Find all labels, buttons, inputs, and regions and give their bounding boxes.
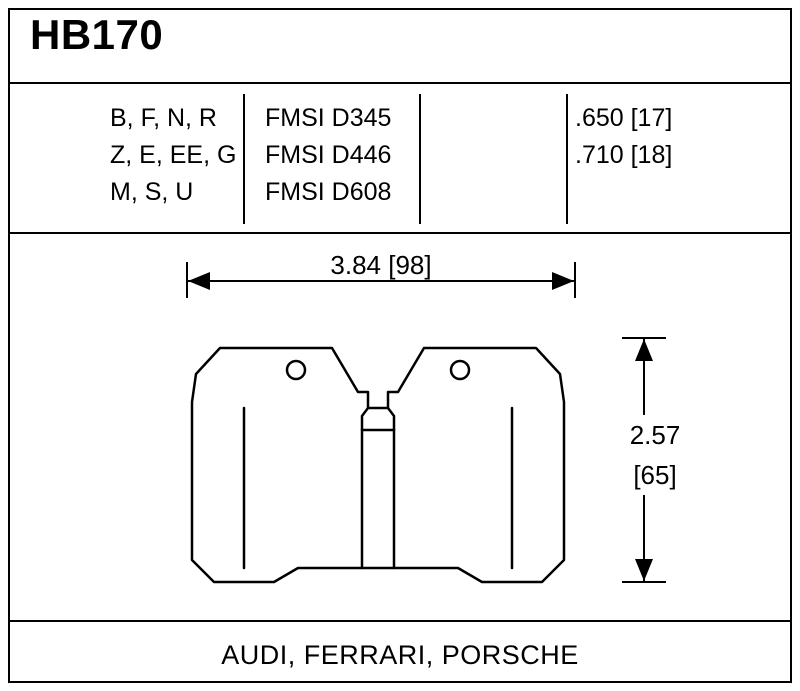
- fmsi-row-1: FMSI D345: [265, 104, 392, 132]
- width-dimension-label: 3.84 [98]: [316, 250, 445, 280]
- part-number: HB170: [30, 11, 164, 58]
- divider-middle: [10, 232, 790, 234]
- fmsi-row-2: FMSI D446: [265, 141, 392, 169]
- brake-pad-outline-drawing: [182, 330, 582, 595]
- thickness-row-2: .710 [18]: [575, 141, 673, 169]
- height-dimension-label-inches: 2.57: [629, 420, 681, 450]
- arrow-up-icon: [635, 339, 653, 361]
- height-extension-line-bottom: [622, 581, 666, 583]
- spec-table: [10, 84, 790, 232]
- thickness-column: [575, 100, 725, 174]
- compound-codes-row-3: M, S, U: [110, 178, 194, 206]
- divider-bottom: [10, 620, 790, 622]
- thickness-row-1: .650 [17]: [575, 104, 673, 132]
- height-label-wrap: [600, 415, 710, 495]
- compound-codes-column: [110, 100, 245, 211]
- column-divider-2: [419, 94, 421, 224]
- fmsi-column: [265, 100, 425, 211]
- compound-codes-row-1: B, F, N, R: [110, 104, 217, 132]
- vehicle-applications: AUDI, FERRARI, PORSCHE: [221, 640, 579, 670]
- width-label-wrap: [186, 250, 576, 281]
- compound-codes-row-2: Z, E, EE, G: [110, 141, 237, 169]
- height-dimension-label-mm: [65]: [633, 460, 677, 490]
- arrow-down-icon: [635, 559, 653, 581]
- column-divider-1: [243, 94, 245, 224]
- column-divider-3: [566, 94, 568, 224]
- fmsi-row-3: FMSI D608: [265, 178, 392, 206]
